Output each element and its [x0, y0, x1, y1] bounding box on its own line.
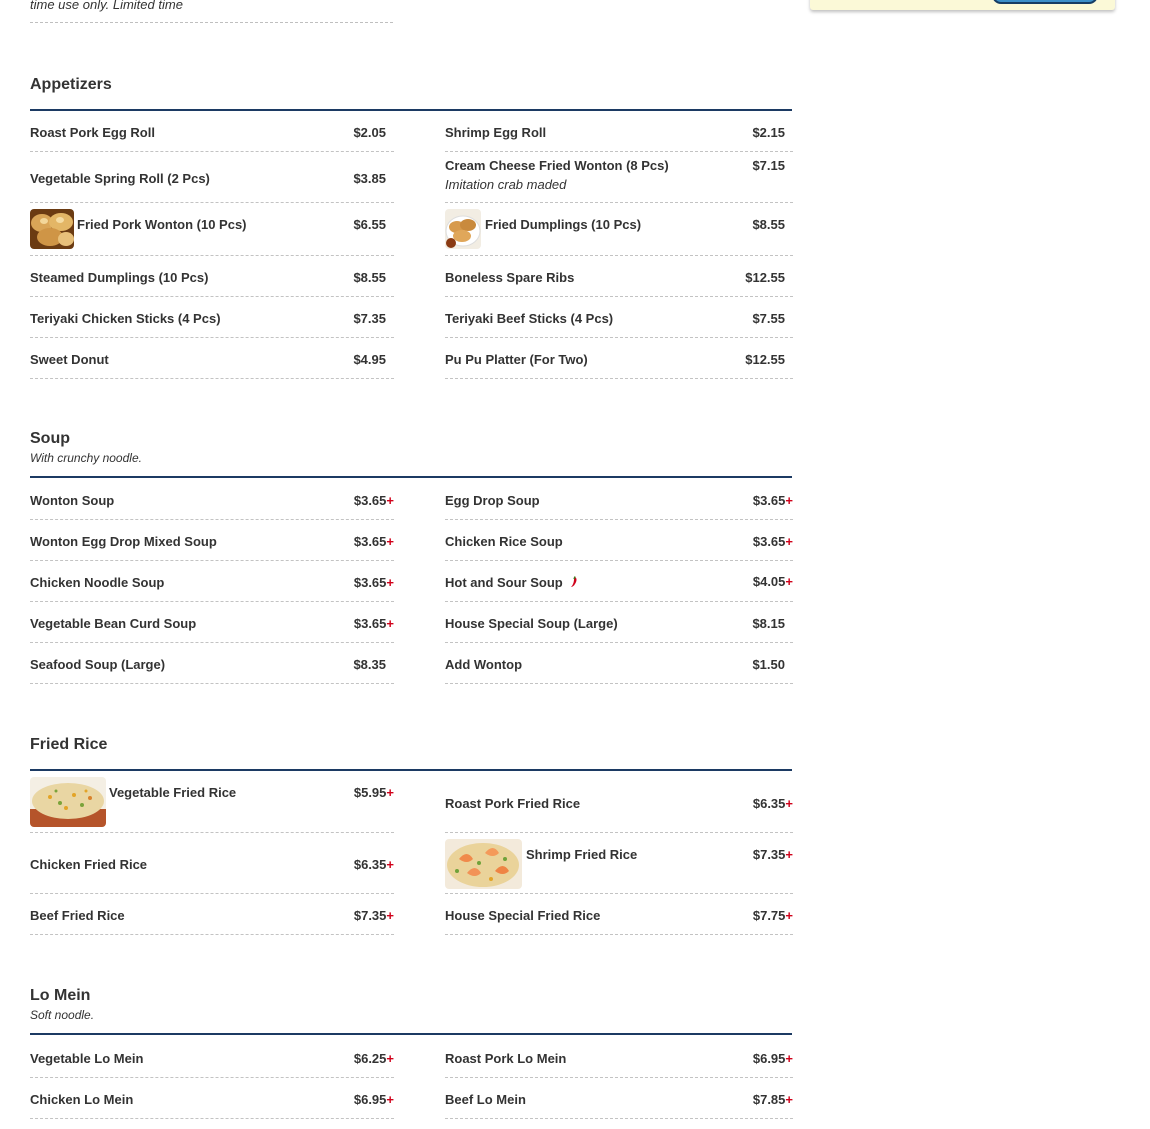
menu-item[interactable]	[30, 203, 394, 256]
section-description: With crunchy noodle.	[30, 451, 142, 465]
item-name: Cream Cheese Fried Wonton (8 Pcs)	[445, 158, 669, 173]
menu-item[interactable]	[445, 1078, 793, 1119]
fried-dumplings-photo	[445, 209, 481, 249]
menu-item[interactable]	[30, 479, 394, 520]
add-options-plus[interactable]: +	[386, 1092, 394, 1107]
menu-item[interactable]	[30, 894, 394, 935]
item-price: $3.65+	[353, 575, 394, 590]
item-name: Fried Dumplings (10 Pcs)	[485, 217, 642, 232]
menu-item[interactable]	[30, 833, 394, 894]
add-options-plus[interactable]: +	[386, 493, 394, 508]
add-options-plus[interactable]: +	[785, 493, 793, 508]
menu-item[interactable]	[445, 152, 793, 203]
section-title: Appetizers	[30, 76, 112, 93]
item-price: $7.35+	[353, 908, 394, 923]
shrimp-fried-rice-photo	[445, 839, 522, 889]
item-name: Egg Drop Soup	[445, 493, 540, 508]
menu-item[interactable]	[445, 1037, 793, 1078]
item-name: Hot and Sour Soup	[445, 575, 579, 590]
add-options-plus[interactable]: +	[785, 534, 793, 549]
menu-item[interactable]	[30, 561, 394, 602]
menu-item[interactable]	[445, 833, 793, 894]
item-price: $8.15	[752, 616, 785, 631]
item-price: $6.95+	[752, 1051, 793, 1066]
item-price: $2.05	[353, 125, 386, 140]
item-name: House Special Fried Rice	[445, 908, 601, 923]
item-name: House Special Soup (Large)	[445, 616, 618, 631]
add-options-plus[interactable]: +	[386, 534, 394, 549]
item-price: $7.15	[752, 158, 785, 173]
add-options-plus[interactable]: +	[386, 575, 394, 590]
promo-note: time use only. Limited time	[30, 0, 393, 23]
item-name: Wonton Egg Drop Mixed Soup	[30, 534, 217, 549]
item-name: Add Wontop	[445, 657, 523, 672]
add-options-plus[interactable]: +	[785, 847, 793, 862]
item-name: Vegetable Spring Roll (2 Pcs)	[30, 171, 210, 186]
menu-item[interactable]	[445, 520, 793, 561]
add-options-plus[interactable]: +	[785, 1092, 793, 1107]
add-options-plus[interactable]: +	[386, 785, 394, 800]
item-name: Vegetable Bean Curd Soup	[30, 616, 197, 631]
item-price: $6.35+	[353, 857, 394, 872]
menu-item[interactable]	[30, 256, 394, 297]
add-options-plus[interactable]: +	[386, 1051, 394, 1066]
section-divider	[30, 476, 792, 478]
section-divider	[30, 1033, 792, 1035]
menu-item[interactable]	[445, 561, 793, 602]
chili-pepper-icon	[569, 576, 579, 588]
menu-item[interactable]	[445, 771, 793, 833]
item-price: $3.65+	[353, 493, 394, 508]
item-price: $7.55	[752, 311, 785, 326]
menu-item[interactable]	[445, 643, 793, 684]
menu-item[interactable]	[30, 1078, 394, 1119]
item-name: Teriyaki Beef Sticks (4 Pcs)	[445, 311, 614, 326]
item-price: $7.35+	[752, 847, 793, 862]
menu-item[interactable]	[30, 152, 394, 203]
menu-item[interactable]	[30, 297, 394, 338]
add-options-plus[interactable]: +	[785, 574, 793, 589]
item-price: $4.95	[353, 352, 386, 367]
item-name: Teriyaki Chicken Sticks (4 Pcs)	[30, 311, 221, 326]
add-options-plus[interactable]: +	[785, 908, 793, 923]
item-price: $2.15	[752, 125, 785, 140]
item-price: $6.55	[353, 217, 386, 232]
item-price: $6.25+	[353, 1051, 394, 1066]
item-name: Wonton Soup	[30, 493, 115, 508]
item-name: Vegetable Lo Mein	[30, 1051, 144, 1066]
item-name: Chicken Fried Rice	[30, 857, 148, 872]
item-price: $3.65+	[353, 534, 394, 549]
menu-item[interactable]	[445, 297, 793, 338]
item-price: $8.55	[752, 217, 785, 232]
item-price: $12.55	[745, 270, 785, 285]
item-price: $7.75+	[752, 908, 793, 923]
checkout-button[interactable]	[992, 0, 1098, 4]
item-price: $1.50	[752, 657, 785, 672]
item-name: Fried Pork Wonton (10 Pcs)	[77, 217, 247, 232]
item-name: Sweet Donut	[30, 352, 109, 367]
item-price: $7.35	[353, 311, 386, 326]
item-name: Vegetable Fried Rice	[109, 785, 237, 800]
section-title: Fried Rice	[30, 736, 108, 753]
section-title: Lo Mein	[30, 987, 91, 1004]
item-price: $4.05+	[752, 574, 793, 589]
item-name: Chicken Noodle Soup	[30, 575, 165, 590]
menu-item[interactable]	[445, 256, 793, 297]
menu-item[interactable]	[30, 111, 394, 152]
item-price: $12.55	[745, 352, 785, 367]
add-options-plus[interactable]: +	[785, 1051, 793, 1066]
menu-item[interactable]	[445, 479, 793, 520]
item-name: Beef Lo Mein	[445, 1092, 526, 1107]
item-name: Chicken Lo Mein	[30, 1092, 134, 1107]
section-description: Soft noodle.	[30, 1008, 95, 1022]
item-name: Shrimp Fried Rice	[526, 847, 638, 862]
item-price: $3.65+	[752, 534, 793, 549]
item-price: $6.35+	[752, 796, 793, 811]
menu-item[interactable]	[445, 338, 793, 379]
item-name: Steamed Dumplings (10 Pcs)	[30, 270, 209, 285]
add-options-plus[interactable]: +	[386, 616, 394, 631]
menu-item[interactable]	[445, 894, 793, 935]
item-price: $3.85	[353, 171, 386, 186]
item-name: Shrimp Egg Roll	[445, 125, 547, 140]
item-name: Pu Pu Platter (For Two)	[445, 352, 588, 367]
add-options-plus[interactable]: +	[386, 857, 394, 872]
menu-item[interactable]	[30, 643, 394, 684]
menu-item[interactable]	[445, 203, 793, 256]
item-name: Roast Pork Egg Roll	[30, 125, 155, 140]
item-price: $5.95+	[353, 785, 394, 800]
menu-item[interactable]	[30, 338, 394, 379]
menu-item[interactable]	[30, 602, 394, 643]
item-price: $7.85+	[752, 1092, 793, 1107]
item-name: Boneless Spare Ribs	[445, 270, 575, 285]
order-summary-box	[810, 0, 1115, 10]
add-options-plus[interactable]: +	[785, 796, 793, 811]
item-name: Roast Pork Lo Mein	[445, 1051, 567, 1066]
section-title: Soup	[30, 430, 70, 447]
item-price: $3.65+	[353, 616, 394, 631]
item-name: Roast Pork Fried Rice	[445, 796, 581, 811]
item-name: Beef Fried Rice	[30, 908, 125, 923]
menu-item[interactable]	[30, 520, 394, 561]
item-price: $3.65+	[752, 493, 793, 508]
menu-item[interactable]	[30, 1037, 394, 1078]
fried-wonton-photo	[30, 209, 74, 249]
item-name: Chicken Rice Soup	[445, 534, 563, 549]
item-description: Imitation crab maded	[445, 177, 567, 192]
menu-item[interactable]	[445, 111, 793, 152]
add-options-plus[interactable]: +	[386, 908, 394, 923]
menu-item[interactable]	[30, 771, 394, 833]
item-price: $8.55	[353, 270, 386, 285]
item-name: Seafood Soup (Large)	[30, 657, 166, 672]
item-price: $8.35	[353, 657, 386, 672]
vegetable-fried-rice-photo	[30, 777, 106, 827]
item-price: $6.95+	[353, 1092, 394, 1107]
menu-item[interactable]	[445, 602, 793, 643]
